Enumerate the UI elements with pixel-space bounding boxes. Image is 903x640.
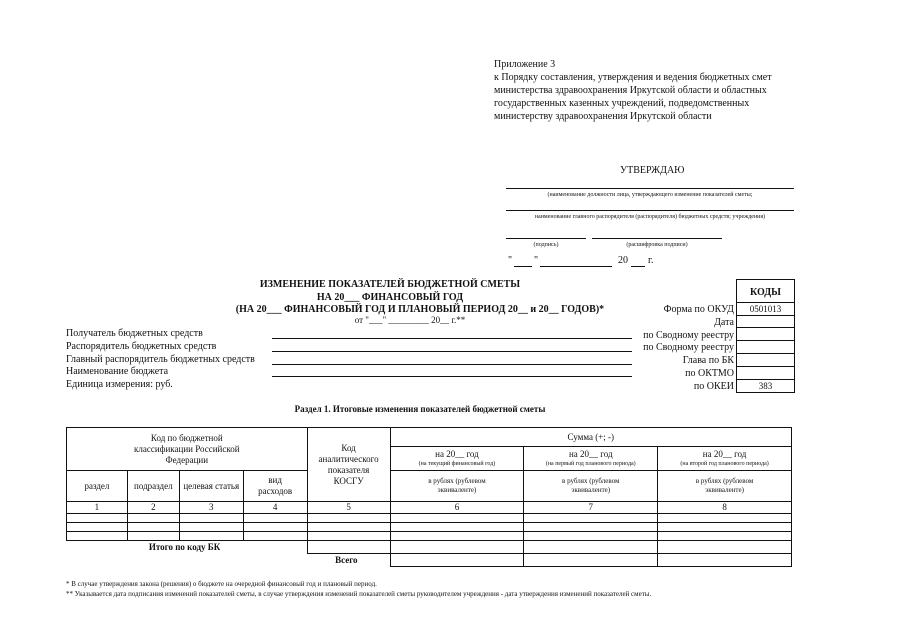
appendix-line: министерства здравоохранения Иркутской области и областных [494, 85, 767, 96]
col-num: 7 [524, 502, 658, 514]
header-rub1: в рублях (рублевом эквиваленте) [390, 471, 524, 502]
approve-decode-caption: (расшифровка подписи) [626, 242, 688, 248]
header-kosgu: Код аналитического показателя КОСГУ [307, 428, 390, 502]
col-num: 3 [179, 502, 243, 514]
section1-title: Раздел 1. Итоговые изменения показателей бюджетной сметы [294, 404, 546, 414]
appendix-line: к Порядку составления, утверждения и ведения бюджетных смет [494, 72, 772, 83]
header-year2 [524, 447, 658, 471]
year1-label: на 20__ год [435, 449, 479, 459]
table-row [67, 523, 792, 532]
year2-note: (на первый год планового периода) [545, 461, 636, 467]
heading-line3: (НА 20___ ФИНАНСОВЫЙ ГОД И ПЛАНОВЫЙ ПЕРИОД 20__ и 20__ ГОДОВ)* [235, 304, 605, 315]
header-bk: Код по бюджетной классификации Российской Федерации [67, 428, 308, 471]
code-okei: 383 [737, 380, 795, 393]
approve-position-line [506, 188, 794, 189]
total-code-row [67, 541, 792, 554]
code-okud: 0501013 [737, 303, 795, 316]
code-label: по Сводному реестру [643, 342, 734, 354]
code-reestr2 [737, 341, 795, 354]
code-reestr1 [737, 328, 795, 341]
date-suffix: г. [648, 255, 654, 266]
code-label: по Сводному реестру [643, 329, 734, 341]
header-target: целевая статья [179, 471, 243, 502]
code-label: Дата [714, 316, 734, 328]
total-row [67, 554, 792, 567]
heading-line1: ИЗМЕНЕНИЕ ПОКАЗАТЕЛЕЙ БЮДЖЕТНОЙ СМЕТЫ [259, 279, 521, 290]
code-label: по ОКТМО [685, 367, 734, 379]
code-label: Глава по БК [682, 355, 734, 367]
table-row [67, 514, 792, 523]
header-rub3: в рублях (рублевом эквиваленте) [658, 471, 792, 502]
field-line-recipient[interactable] [272, 338, 632, 339]
approve-sign-line [506, 238, 586, 239]
header-vid: вид расходов [243, 471, 307, 502]
field-line-main-manager[interactable] [272, 364, 632, 365]
year2-label: на 20__ год [568, 449, 613, 459]
total-label: Всего [335, 554, 358, 565]
approve-sign-caption: (подпись) [533, 242, 559, 248]
codes-header: КОДЫ [736, 279, 795, 303]
approve-title: УТВЕРЖДАЮ [620, 165, 685, 176]
heading-line2: НА 20___ ФИНАНСОВЫЙ ГОД [316, 292, 464, 303]
footnote-1: * В случае утверждения закона (решения) о бюджете на очередной финансовый год и плановый период. [66, 580, 377, 588]
header-year3 [658, 447, 792, 471]
col-num: 6 [390, 502, 524, 514]
header-sum: Сумма (+; -) [390, 428, 791, 447]
header-razdel: раздел [67, 471, 128, 502]
col-num: 2 [127, 502, 179, 514]
code-date [737, 316, 795, 328]
field-manager: Распорядитель бюджетных средств [66, 340, 217, 352]
total-code-label: Итого по коду БК [148, 541, 221, 552]
approve-org-caption: наименование главного распорядителя (распорядителя) бюджетных средств; учреждения) [534, 214, 766, 220]
approve-org-line [506, 210, 794, 211]
table-row [67, 532, 792, 541]
section1-table [66, 427, 792, 567]
appendix-line: государственных казенных учреждений, подведомственных [494, 98, 750, 109]
approve-position-caption: (наименование должности лица, утверждающего изменение показателей сметы; [547, 192, 753, 198]
code-label: по ОКЕИ [693, 380, 734, 392]
field-budget-name: Наименование бюджета [66, 366, 169, 378]
field-line-budget-name[interactable] [272, 376, 632, 377]
header-rub2: в рублях (рублевом эквиваленте) [524, 471, 658, 502]
header-podrazdel: подраздел [127, 471, 179, 502]
appendix-title: Приложение 3 [494, 59, 556, 70]
heading-line4: от "___" _________ 20__ г.** [354, 315, 466, 325]
approve-decode-line [592, 238, 722, 239]
col-num: 8 [658, 502, 792, 514]
appendix-line: министерству здравоохранения Иркутской области [494, 111, 712, 122]
field-line-manager[interactable] [272, 351, 632, 352]
codes-labels [590, 303, 734, 393]
code-label: Форма по ОКУД [663, 304, 734, 315]
year3-label: на 20__ год [702, 449, 747, 459]
col-num: 1 [67, 502, 128, 514]
date-year: 20 [618, 255, 628, 266]
field-recipient: Получатель бюджетных средств [66, 328, 203, 339]
year1-note: (на текущий финансовый год) [418, 461, 496, 467]
code-oktmo [737, 367, 795, 380]
date-quote-open: " [508, 255, 513, 266]
date-quote-close: " [534, 255, 539, 266]
field-main-manager: Главный распорядитель бюджетных средств [66, 353, 255, 365]
appendix-block [494, 58, 814, 123]
col-num: 5 [307, 502, 390, 514]
footnote-2: ** Указывается дата подписания изменений показателей сметы, в случае утверждения изменений показателей сметы руководителем учреждения - дата утверждения изменений показателей сметы. [66, 590, 652, 598]
header-year1 [390, 447, 524, 471]
field-unit: Единица измерения: руб. [66, 379, 173, 391]
fields-block [66, 327, 276, 391]
code-glava [737, 354, 795, 367]
codes-table [736, 302, 795, 393]
col-num: 4 [243, 502, 307, 514]
year3-note: (на второй год планового периода) [680, 461, 769, 467]
approve-date [508, 254, 668, 268]
